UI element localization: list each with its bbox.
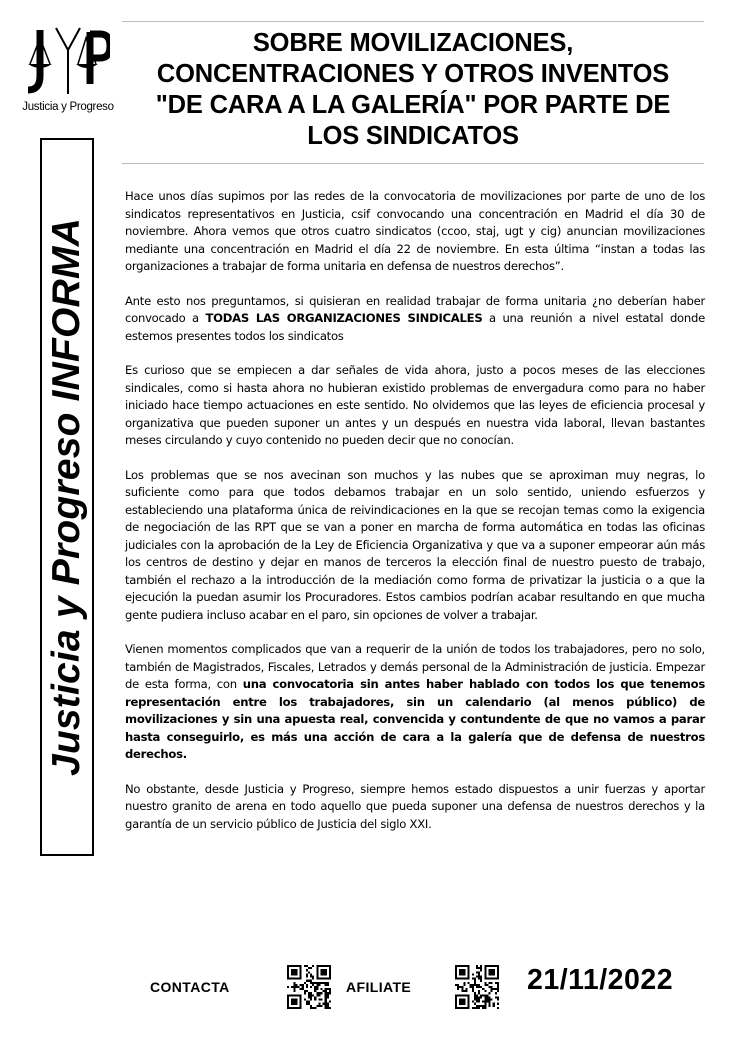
logo — [18, 24, 118, 119]
scales-of-justice-logo-icon — [26, 24, 110, 98]
paragraph-1: Hace unos días supimos por las redes de la convocatoria de movilizaciones por parte de uno de los sindicatos representativos en Justicia, csif convocando una concentración en Madrid el día 30 de noviembre. Ahora vemos que otros cuatro sindicatos (ccoo, staj, ugt y cig) anuncian movilizaciones mediante una concentración en Madrid el día 22 de noviembre. En esta última “instan a todas las organizaciones a trabajar de forma unitaria en defensa de nuestros derechos”. — [125, 189, 705, 273]
paragraph-2-text-end: a una reunión a nivel estatal donde estemos presentes todos los sindicatos — [125, 311, 705, 343]
article-body — [125, 188, 705, 850]
paragraph-2-text: Ante esto nos preguntamos, si quisieran en realidad trabajar de forma unitaria ¿no deberían haber convocado a — [125, 293, 705, 325]
title-line: "DE CARA A LA GALERÍA" POR PARTE DE — [155, 91, 671, 119]
paragraph-3: Es curioso que se empiecen a dar señales de vida ahora, justo a pocos meses de las elecciones sindicales, como si hasta ahora no hubieran existido problemas de envergadura como para no haber iniciado hace tiempo actuaciones en este sentido. No olvidemos que las leyes de eficiencia procesal y organizativa que pueden suponer un antes y un después en nuestra vida laboral, llevan bastantes meses circulando y cuyo contenido no pueden decir que no conocían. — [125, 363, 705, 447]
paragraph-5 — [125, 641, 705, 764]
paragraph-4: Los problemas que se nos avecinan son muchos y las nubes que se aproximan muy negras, lo suficiente como para que todos debamos trabajar en un solo sentido, uniendo esfuerzos y estableciendo una plataforma única de reivindicaciones en la que se recojan temas como la exigencia de negociación de las RPT que se van a poner en marcha de forma automática en todas las oficinas judiciales con la aprobación de la Ley de Eficiencia Organizativa y que va a suponer empeorar aún más los centros de destino y dejar en manos de terceros la elección final de nuestro puesto de trabajo, también el rechazo a la introducción de la mediación como forma de privatizar la justicia o a que la ejecución la puedan asumir los Procuradores. Estos cambios podrían acabar resultando en que mucha gente pudiera incluso acabar en el paro, sin opciones de volver a trabajar. — [125, 467, 705, 622]
paragraph-5-text: Vienen momentos complicados que van a requerir de la unión de todos los trabajadores, pero no solo, también de Magistrados, Fiscales, Letrados y demás personal de la Administración de justicia. Empezar de esta forma, con — [125, 642, 705, 691]
title-line: LOS SINDICATOS — [307, 122, 519, 150]
afiliate-label: AFILIATE — [346, 979, 412, 995]
title-line: CONCENTRACIONES Y OTROS INVENTOS — [156, 60, 670, 88]
paragraph-2 — [125, 293, 705, 346]
title-top-rule — [122, 21, 704, 22]
contacta-qr-code-icon[interactable] — [287, 965, 331, 1009]
logo-caption: Justicia y Progreso — [22, 101, 114, 113]
paragraph-5-bold: una convocatoria sin antes haber hablado con todos los que tenemos representación entre los trabajadores, sin un calendario (al menos público) de movilizaciones y sin una apuesta real, convencida y contundente de que no vamos a parar hasta conseguirlo, es más una acción de cara a la galería que de defensa de nuestros derechos. — [125, 677, 705, 761]
contacta-label: CONTACTA — [150, 979, 230, 995]
document-date: 21/11/2022 — [527, 964, 674, 996]
paragraph-2-bold: TODAS LAS ORGANIZACIONES SINDICALES — [205, 311, 483, 325]
afiliate-qr-code-icon[interactable] — [455, 965, 499, 1009]
side-banner — [40, 138, 94, 856]
title-bottom-rule — [122, 163, 704, 164]
side-banner-text: Justicia y Progreso INFORMA — [45, 217, 88, 777]
title-line: SOBRE MOVILIZACIONES, — [252, 29, 574, 57]
page-title — [122, 28, 704, 152]
paragraph-6: No obstante, desde Justicia y Progreso, siempre hemos estado dispuestos a unir fuerzas y aportar nuestro granito de arena en todo aquello que pueda suponer una defensa de nuestros derechos y la garantía de un servicio público de Justicia del siglo XXI. — [125, 781, 705, 831]
